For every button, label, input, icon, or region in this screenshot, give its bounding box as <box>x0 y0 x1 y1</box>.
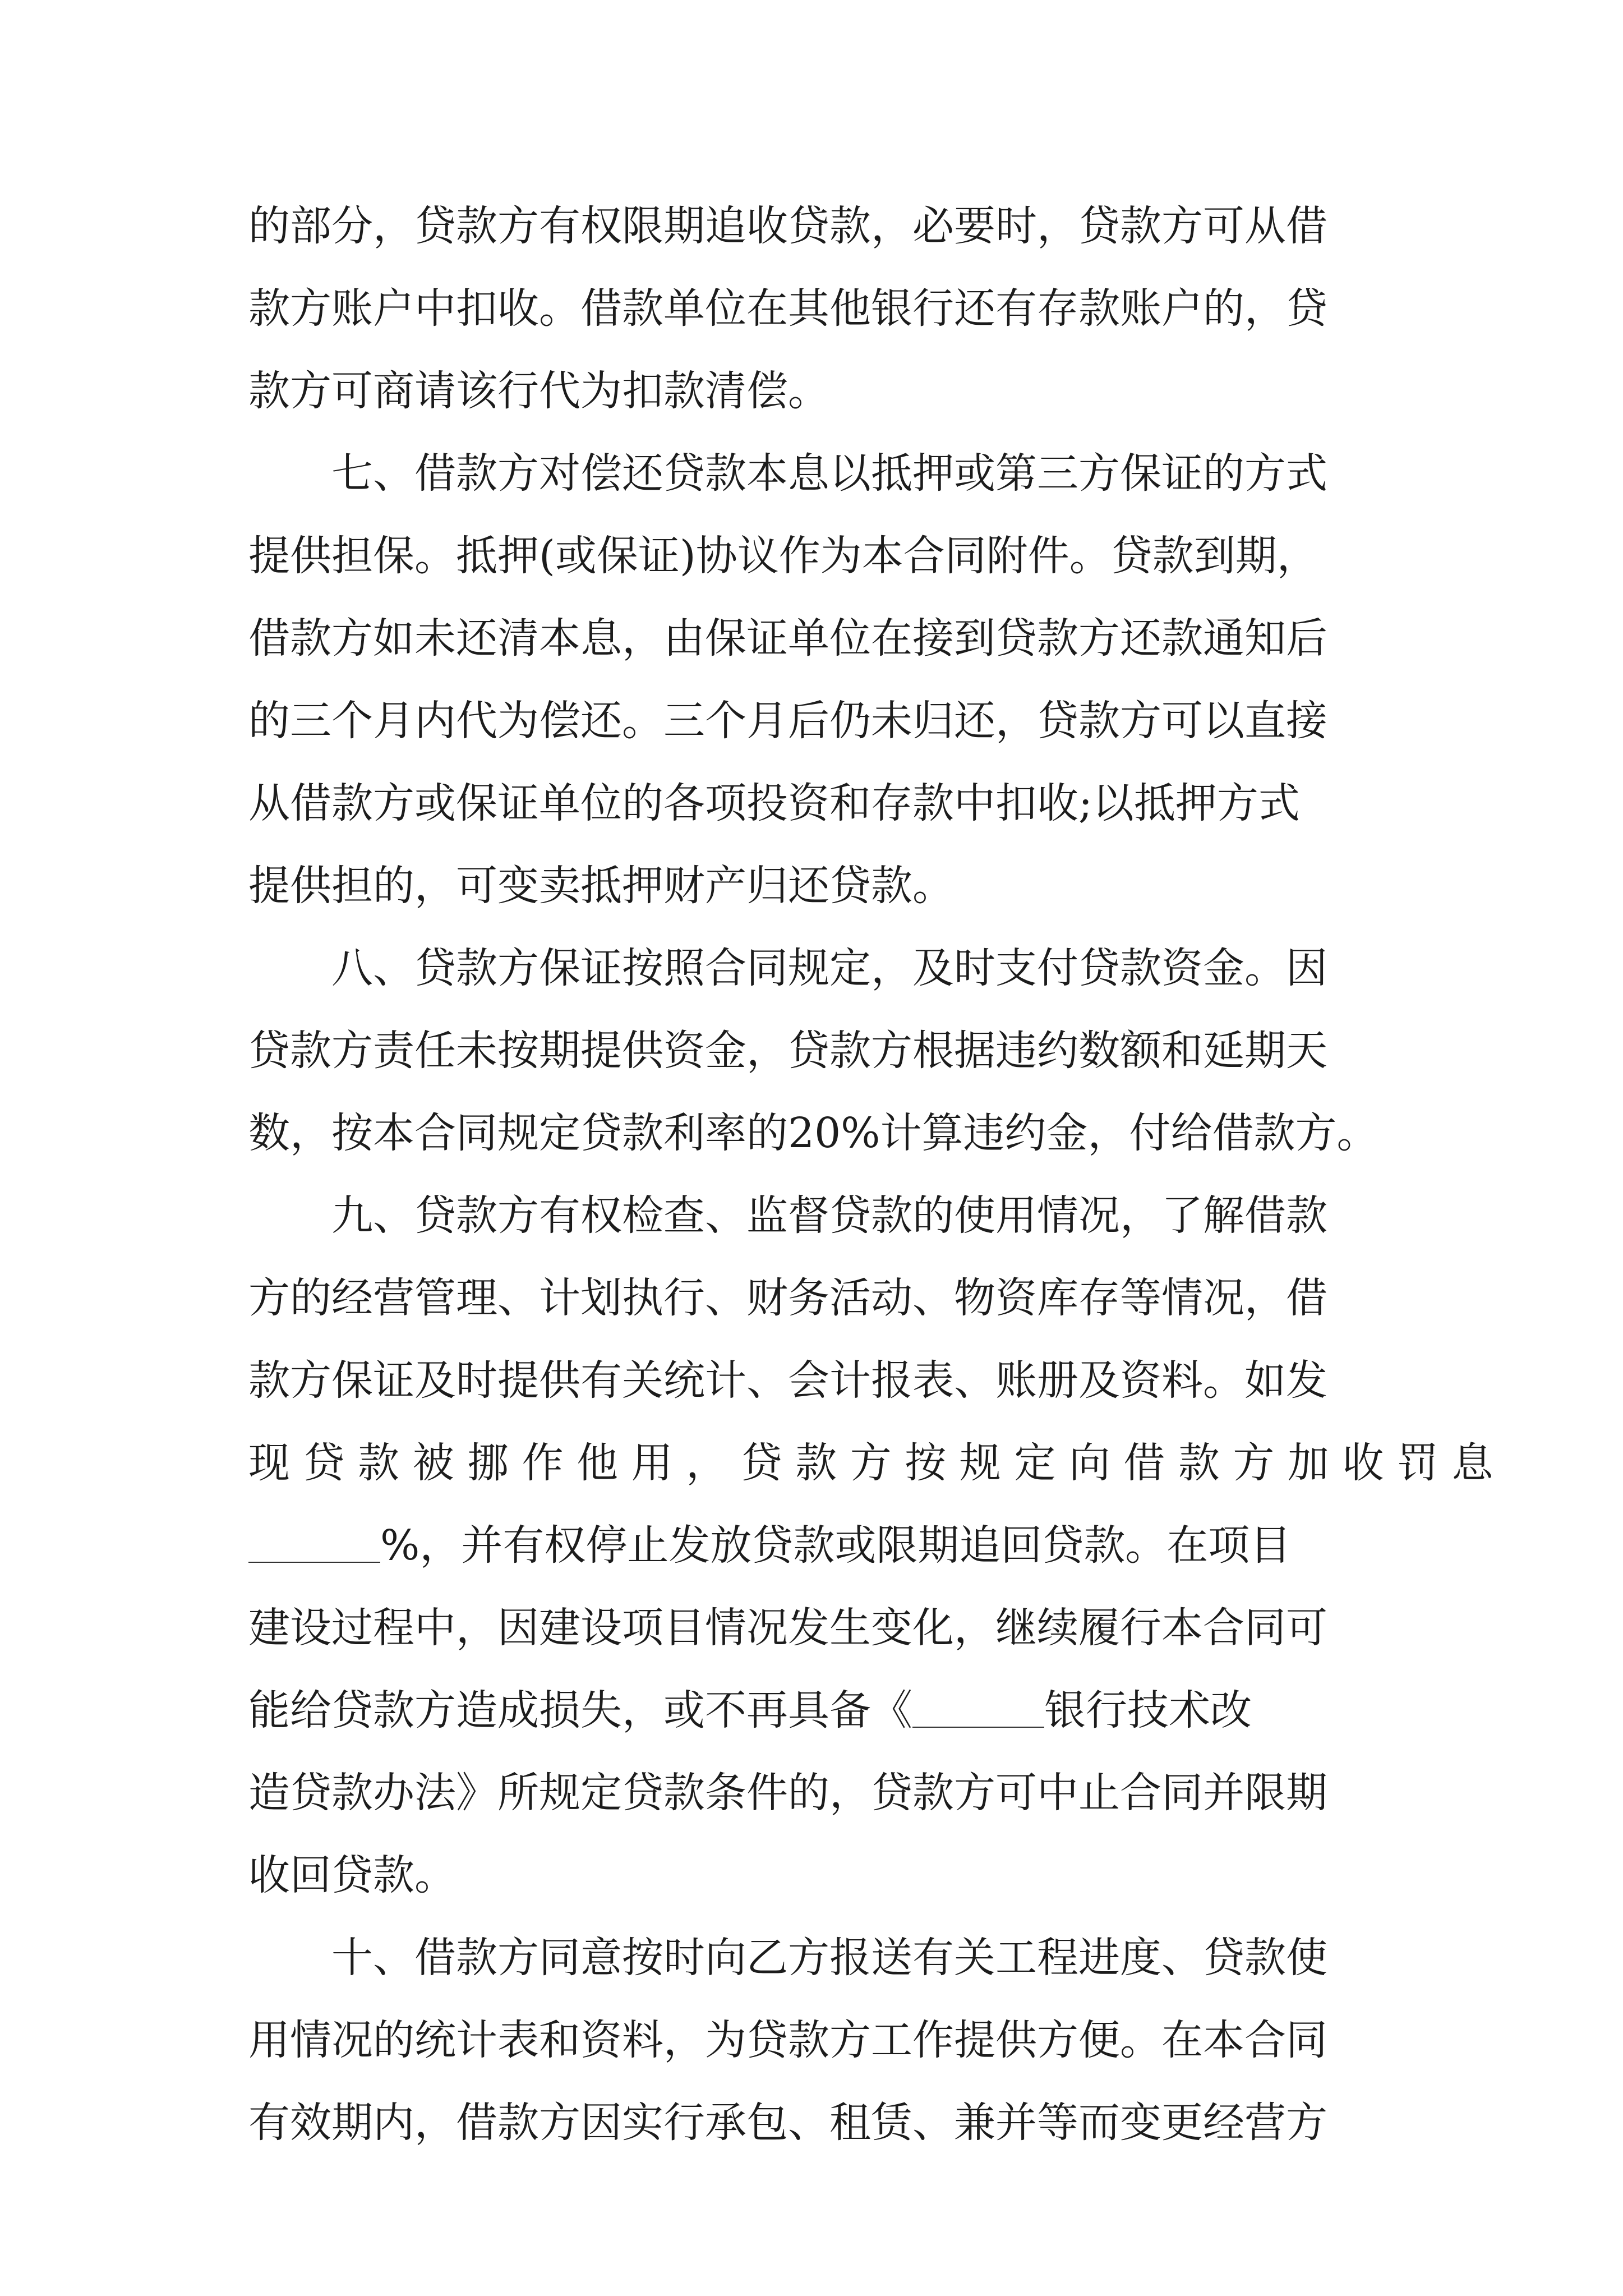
text-line: 数，按本合同规定贷款利率的20%计算违约金，付给借款方。 <box>248 1109 1378 1157</box>
text-line-with-blank <box>248 1504 1387 1587</box>
text-line: 收回贷款。 <box>248 1851 456 1899</box>
text-line: 借款方如未还清本息，由保证单位在接到贷款方还款通知后 <box>248 614 1327 662</box>
text-line-with-blank <box>248 1669 1387 1752</box>
text-line: 建设过程中，因建设项目情况发生变化，继续履行本合同可 <box>248 1604 1327 1652</box>
contract-body-text <box>248 185 1493 2164</box>
text-line: 用情况的统计表和资料，为贷款方工作提供方便。在本合同 <box>248 2016 1327 2064</box>
text-line: 提供担的，可变卖抵押财产归还贷款。 <box>248 862 954 910</box>
text-line: 七、借款方对偿还贷款本息以抵押或第三方保证的方式 <box>331 449 1327 498</box>
text-line: 款方账户中扣收。借款单位在其他银行还有存款账户的，贷 <box>248 284 1327 333</box>
text-line: 造贷款办法》所规定贷款条件的，贷款方可中止合同并限期 <box>248 1769 1327 1817</box>
text-line: 的部分，贷款方有权限期追收贷款，必要时，贷款方可从借 <box>248 202 1327 250</box>
text-line: 有效期内，借款方因实行承包、租赁、兼并等而变更经营方 <box>248 2099 1327 2147</box>
text-line: 从借款方或保证单位的各项投资和存款中扣收;以抵押方式 <box>248 779 1300 827</box>
text-line: 款方可商请该行代为扣款清偿。 <box>248 367 829 415</box>
text-line: 九、贷款方有权检查、监督贷款的使用情况，了解借款 <box>331 1191 1327 1240</box>
text-line: 款方保证及时提供有关统计、会计报表、账册及资料。如发 <box>248 1356 1327 1405</box>
text-segment: 能给贷款方造成损失，或不再具备《 <box>248 1686 912 1734</box>
bank-name-blank <box>912 1726 1044 1728</box>
text-segment: %，并有权停止发放贷款或限期追回贷款。在项目 <box>380 1521 1292 1570</box>
text-line: 贷款方责任未按期提供资金，贷款方根据违约数额和延期天 <box>248 1027 1327 1075</box>
text-line: 八、贷款方保证按照合同规定，及时支付贷款资金。因 <box>331 944 1327 992</box>
text-line: 现 贷 款 被 挪 作 他 用 ， 贷 款 方 按 规 定 向 借 款 方 加 收 罚 息 <box>248 1439 1493 1487</box>
text-segment: 银行技术改 <box>1044 1686 1252 1734</box>
text-line: 方的经营管理、计划执行、财务活动、物资库存等情况，借 <box>248 1274 1327 1322</box>
text-line: 的三个月内代为偿还。三个月后仍未归还，贷款方可以直接 <box>248 697 1327 745</box>
penalty-rate-blank <box>248 1561 380 1563</box>
text-line: 十、借款方同意按时向乙方报送有关工程进度、贷款使 <box>331 1934 1327 1982</box>
text-line: 提供担保。抵押(或保证)协议作为本合同附件。贷款到期， <box>248 532 1318 580</box>
